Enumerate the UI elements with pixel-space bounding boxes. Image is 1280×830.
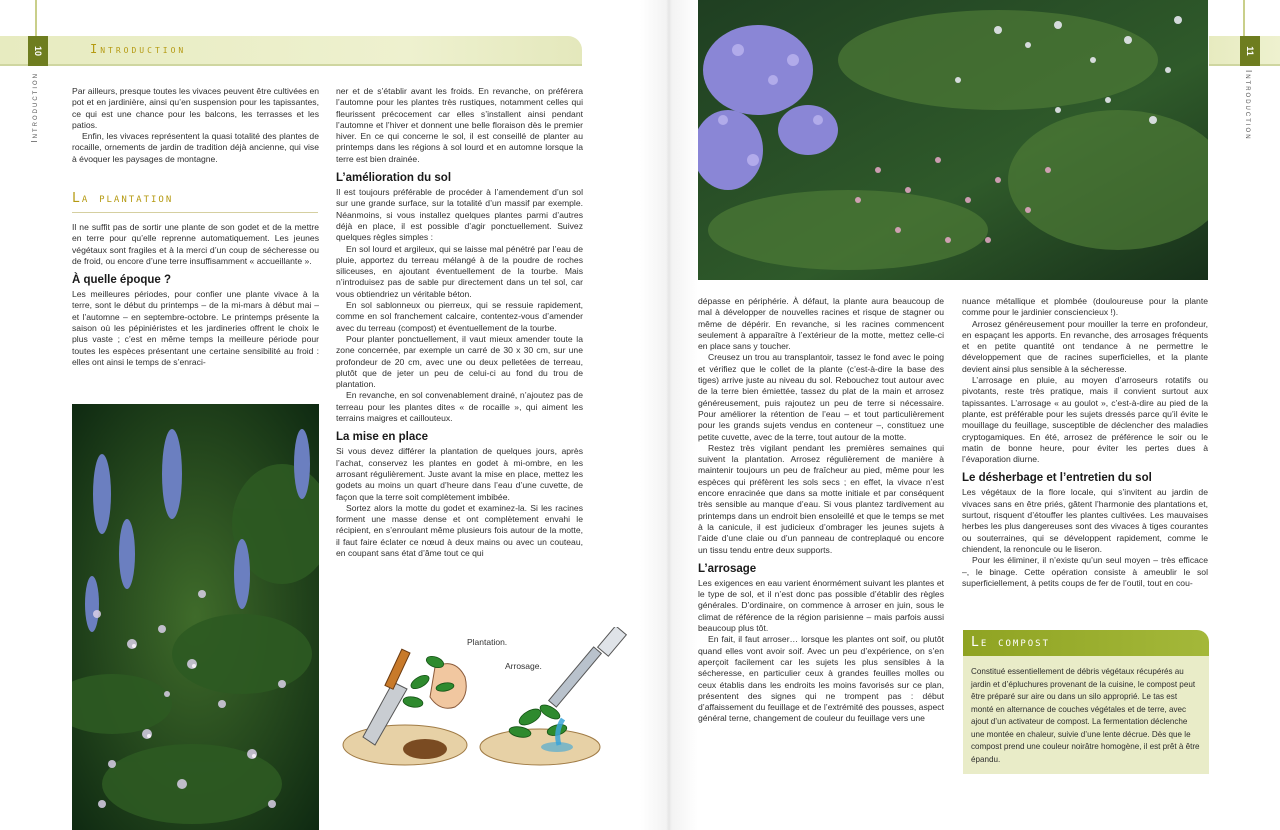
heading-amelioration: L’amélioration du sol xyxy=(336,172,452,185)
paragraph: Enfin, les vivaces représentent la quasi totalité des plantes de rocaille, ornements de jardin de tradition déjà ancienne, qui vise à évoquer les paysages de montagne. xyxy=(72,131,319,164)
paragraph: Il est toujours préférable de procéder à l’amendement d’un sol sur une grande surface, sur la totalité d’un massif par exemple. Néanmoins, si vous installez quelques plantes parmi d’autres déjà en place, il est possible d’agir ponctuellement. Suivez quelques règles simples : xyxy=(336,187,583,243)
photo-garden-border xyxy=(698,0,1208,280)
compost-text: Constitué essentiellement de débris végétaux récupérés au jardin et d’épluchures provenant de la cuisine, le compost peut être préparé sur aire ou dans un silo approprié. Le tas est monté en alternance de couches végétales et de terre, avec ajout d’un activateur de compost. La fermentation déclenche une montée en chaleur, suivie d’une lente décrue. Dès que le compost prend une couleur noirâtre homogène, il est prêt à être épandu. xyxy=(963,656,1209,774)
header-band-left xyxy=(0,36,582,66)
paragraph: Il ne suffit pas de sortir une plante de son godet et de la mettre en terre pour qu’elle reprenne automatiquement. Les jeunes végétaux sont fragiles et à la merci d’un coup de sécheresse ou de froid, ou encore d’une terre insuffisamment « accueillante ». xyxy=(72,222,319,266)
section-title: Introduction xyxy=(90,42,187,56)
paragraph: Si vous devez différer la plantation de quelques jours, après l’achat, conservez les plantes en godet à mi-ombre, en les arrosant régulièrement. Juste avant la mise en place, mettez les godets au moins un quart d’heure dans l’eau d’une cuvette, de façon que la terre soit complètement imbibée. xyxy=(336,446,583,502)
paragraph: Pour planter ponctuellement, il vaut mieux amender toute la zone concernée, par exemple un carré de 30 x 30 cm, sur une profondeur de 20 cm, avec une ou deux pelletées de terreau, plutôt que de jeter un peu de celui-ci au fond du trou de plantation. xyxy=(336,333,583,390)
paragraph: Restez très vigilant pendant les premières semaines qui suivent la plantation. Arrosez régulièrement de manière à maintenir toujours un peu de fraîcheur au pied, même pour les espèces qui préfèrent les sols secs ; en effet, la vivace n’est encore enracinée que dans sa motte initiale et par conséquent très sensible au manque d’eau. Si vous plantez tardivement au printemps dans un endroit bien ensoleillé et que le temps se met à la canicule, il est judicieux d’ombrager les jeunes sujets à l’aide d’une claie ou d’un panneau de contreplaqué ou encore un tissu tendu entre deux supports. xyxy=(698,442,944,555)
illustration-label-arrosage: Arrosage. xyxy=(505,661,542,671)
paragraph: Les exigences en eau varient énormément suivant les plantes et le type de sol, et il n’est donc pas possible d’établir des règles générales. D’ordinaire, on commence à arroser en juin, sous le climat de référence de la région parisienne – mais parfois aussi beaucoup plus tôt. xyxy=(698,577,944,634)
paragraph: En fait, il faut arroser… lorsque les plantes ont soif, ou plutôt quand elles vont avoir soif. Avec un peu d’expérience, on s’en aperçoit facilement car les sujets les plus sensibles à la sécheresse, en particulier ceux à grandes feuilles molles ou ceux établis dans les endroits les moins favorisés sur ce plan, présentent des signes qui ne trompent pas : début d’affaissement du feuillage et de l’extrémité des pousses, aspect général terne, changement de couleur du feuillage vers une xyxy=(698,634,944,724)
paragraph: Les végétaux de la flore locale, qui s’invitent au jardin de vivaces sans en être priés, gâtent l’harmonie des plantations et, surtout, risquent d’étouffer les plantes cultivées. Les mauvaises herbes les plus dangereuses sont des vivaces à tiges courantes ou souterraines, qui se développent rapidement, comme le chiendent, la renoncule ou le liseron. xyxy=(962,487,1208,554)
left-plantation xyxy=(72,222,319,368)
paragraph: Creusez un trou au transplantoir, tassez le fond avec le poing et vérifiez que le collet de la plante (c’est-à-dire la base des tiges) arrive juste au niveau du sol. Rebouchez tout autour avec de la terre bien émiettée, tassez du plat de la main et arrosez généreusement, puis rajoutez un peu de terre si nécessaire. Pour améliorer la rétention de l’eau – et tout particulièrement pour les grands sujets vendus en conteneur –, constituez une petite cuvette, avec de la terre, tout autour de la motte. xyxy=(698,352,944,442)
photo-lupins xyxy=(72,404,319,830)
margin-rule-left xyxy=(35,0,37,36)
paragraph: Par ailleurs, presque toutes les vivaces peuvent être cultivées en pot et en jardinière, ainsi qu’en suspension pour les tapissantes, ce qui est une chance pour les balcons, les terrasses et les patios. xyxy=(72,86,319,130)
illustration-label-plantation: Plantation. xyxy=(467,637,508,647)
right-column-1 xyxy=(698,296,944,725)
paragraph: En sol sablonneux ou pierreux, qui se ressuie rapidement, comme en sol franchement calcaire, contentez-vous d’amender avec du terreau (compost) et éventuellement de la tourbe. xyxy=(336,300,583,333)
margin-rule-right xyxy=(1243,0,1245,36)
paragraph: En sol lourd et argileux, qui se laisse mal pénétré par l’eau de pluie, apportez du terreau mélangé à de la poudre de roches siliceuses, en ajoutant éventuellement de la tourbe. Mais n’introduisez pas de sable pur directement dans un tel sol, car vous obtiendriez un véritable béton. xyxy=(336,243,583,299)
heading-arrosage: L’arrosage xyxy=(698,562,757,575)
compost-box xyxy=(963,630,1209,775)
paragraph: Les meilleures périodes, pour confier une plante vivace à la terre, sont le début du printemps – de la mi-mars à début mai – et l’automne – en septembre-octobre. Le printemps présente la saison où les pépiniéristes et les jardineries offrent le choix le plus vaste ; c’est en même temps la meilleure période pour toutes les espèces présentant une certaine sensibilité au froid : elles ont ainsi le temps de s’enraci- xyxy=(72,289,319,367)
paragraph: nuance métallique et plombée (douloureuse pour la plante comme pour le jardinier consciencieux !). xyxy=(962,296,1208,318)
paragraph: Pour les éliminer, il n’existe qu’un seul moyen – très efficace –, le binage. Cette opération consiste à ameublir le sol superficiellement, à petits coups de fer de l’outil, tout en cou- xyxy=(962,555,1208,588)
paragraph: Sortez alors la motte du godet et examinez-la. Si les racines forment une masse dense et ont complètement envahi le récipient, en s’enroulant même plusieurs fois autour de la motte, il faut faire éclater ce nœud à deux mains ou avec un couteau, en coupant sans état d’âme tout ce qui xyxy=(336,502,583,558)
page-number-right: 11 xyxy=(1240,36,1260,66)
page-number-left: 10 xyxy=(28,36,48,66)
paragraph: dépasse en périphérie. À défaut, la plante aura beaucoup de mal à développer de nouvelles racines et risque de stagner ou même de dépérir. En revanche, si les racines commencent seulement à apparaître à l’extérieur de la motte, mettez celle-ci en place sans y toucher. xyxy=(698,296,944,352)
heading-epoque: À quelle époque ? xyxy=(72,274,172,287)
paragraph: L’arrosage en pluie, au moyen d’arroseurs rotatifs ou pivotants, reste très pratique, mais il convient surtout aux tapissantes. L’arrosage « au goulot », c’est-à-dire au pied de la plante, est préférable pour les sujets dressés parce qu’il évite le mouillage du feuillage, susceptible de déclencher des maladies cryptogamiques. En été, arrosez de préférence le soir ou le matin de bonne heure, pour éviter les pertes dues à l’évaporation diurne. xyxy=(962,375,1208,465)
left-intro xyxy=(72,86,319,165)
paragraph: Arrosez généreusement pour mouiller la terre en profondeur, en espaçant les apports. En revanche, des arrosages fréquents et en petite quantité ont tendance à ne permettre le développement que de racines superficielles, et la plante devient ainsi plus sensible à la sécheresse. xyxy=(962,318,1208,374)
compost-title: Le compost xyxy=(971,635,1051,650)
plantation-title: La plantation xyxy=(72,189,318,213)
paragraph: ner et de s’établir avant les froids. En revanche, on préférera l’automne pour les plantes très rustiques, notamment celles qui fleurissent précocement car elles s’installent ainsi pendant l’automne et l’hiver et donnent une belle floraison dès le premier hiver. En ce qui concerne le sol, il est conseillé de planter au printemps dans les régions à sol lourd et en automne lorsque la terre est bien drainée. xyxy=(336,86,583,164)
side-label-right: Introduction xyxy=(1244,70,1253,141)
book-spine xyxy=(640,0,698,830)
right-column-2 xyxy=(962,296,1208,589)
heading-mise-en-place: La mise en place xyxy=(336,431,429,444)
compost-header xyxy=(963,630,1209,656)
heading-desherbage: Le désherbage et l’entretien du sol xyxy=(962,472,1152,485)
side-label-left: Introduction xyxy=(30,72,39,143)
planting-illustration xyxy=(335,627,645,777)
middle-column xyxy=(336,86,583,559)
paragraph: En revanche, en sol convenablement drainé, n’ajoutez pas de terreau pour les plantes dites « de rocaille », qui aiment les terrains maigres et caillouteux. xyxy=(336,390,583,424)
